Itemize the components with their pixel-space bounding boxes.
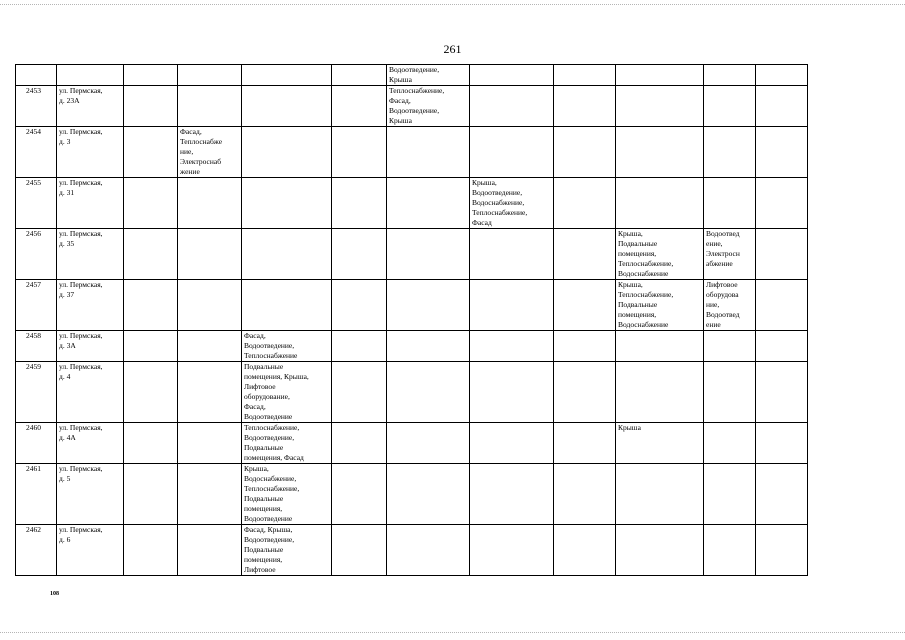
table-cell — [387, 331, 470, 362]
table-cell — [178, 178, 242, 229]
table-cell — [332, 229, 387, 280]
table-cell — [387, 229, 470, 280]
table-cell — [616, 525, 704, 576]
table-cell — [178, 86, 242, 127]
table-cell — [616, 464, 704, 525]
table-row — [16, 178, 808, 229]
table-cell — [554, 525, 616, 576]
table-cell — [704, 65, 756, 86]
table-cell — [470, 362, 554, 423]
address-cell: ул. Пермская, д. 31 — [57, 178, 124, 229]
table-cell — [332, 65, 387, 86]
table-cell — [178, 331, 242, 362]
repair-schedule-table — [15, 64, 808, 576]
table-cell — [124, 331, 178, 362]
table-cell — [554, 280, 616, 331]
address-cell: ул. Пермская, д. 6 — [57, 525, 124, 576]
row-number-cell: 2456 — [16, 229, 57, 280]
table-cell — [470, 525, 554, 576]
table-cell — [704, 178, 756, 229]
table-cell — [242, 127, 332, 178]
table-cell: Водоотвед ение, Электросн абжение — [704, 229, 756, 280]
table-cell — [178, 65, 242, 86]
row-number-cell: 2459 — [16, 362, 57, 423]
table-cell — [704, 423, 756, 464]
table-row — [16, 127, 808, 178]
table-cell — [554, 362, 616, 423]
table-cell — [470, 86, 554, 127]
page-number: 261 — [443, 42, 462, 56]
table-cell — [554, 127, 616, 178]
table-cell — [387, 280, 470, 331]
table-cell — [616, 127, 704, 178]
table-cell — [704, 331, 756, 362]
table-cell — [178, 362, 242, 423]
table-cell — [554, 178, 616, 229]
table-cell: Лифтовое оборудова ние, Водоотвед ение — [704, 280, 756, 331]
table-cell — [756, 464, 808, 525]
row-number-cell: 2462 — [16, 525, 57, 576]
table-cell — [387, 362, 470, 423]
table-cell — [124, 464, 178, 525]
table-cell — [124, 178, 178, 229]
table-cell — [124, 525, 178, 576]
table-cell — [470, 464, 554, 525]
table-cell — [242, 65, 332, 86]
address-cell: ул. Пермская, д. 23А — [57, 86, 124, 127]
address-cell: ул. Пермская, д. 37 — [57, 280, 124, 331]
table-cell — [124, 229, 178, 280]
row-number-cell: 2453 — [16, 86, 57, 127]
table-cell — [332, 331, 387, 362]
table-cell — [332, 178, 387, 229]
table-cell — [332, 362, 387, 423]
table-cell — [616, 65, 704, 86]
table-cell — [554, 86, 616, 127]
table-cell — [387, 464, 470, 525]
footer-mark: 108 — [50, 591, 59, 597]
table-cell — [387, 178, 470, 229]
address-cell: ул. Пермская, д. 5 — [57, 464, 124, 525]
table-cell — [242, 280, 332, 331]
address-cell: ул. Пермская, д. 3А — [57, 331, 124, 362]
table-cell — [387, 423, 470, 464]
table-cell — [178, 229, 242, 280]
table-cell — [332, 464, 387, 525]
table-cell: Фасад, Водоотведение, Теплоснабжение — [242, 331, 332, 362]
table-cell — [124, 65, 178, 86]
table-cell — [332, 280, 387, 331]
table-cell: Фасад, Крыша, Водоотведение, Подвальные помещения, Лифтовое — [242, 525, 332, 576]
table-cell — [470, 423, 554, 464]
table-cell — [124, 86, 178, 127]
table-cell — [242, 178, 332, 229]
address-cell: ул. Пермская, д. 3 — [57, 127, 124, 178]
row-number-cell — [16, 65, 57, 86]
table-cell — [178, 280, 242, 331]
table-cell — [242, 86, 332, 127]
table-row — [16, 280, 808, 331]
table-cell — [178, 464, 242, 525]
table-cell — [616, 178, 704, 229]
table-cell — [470, 127, 554, 178]
table-cell — [704, 86, 756, 127]
table-cell — [756, 280, 808, 331]
table-cell — [242, 229, 332, 280]
row-number-cell: 2460 — [16, 423, 57, 464]
table-cell: Крыша — [616, 423, 704, 464]
table-cell — [554, 331, 616, 362]
row-number-cell: 2457 — [16, 280, 57, 331]
table-cell — [470, 229, 554, 280]
table-cell — [756, 178, 808, 229]
table-cell — [756, 362, 808, 423]
table-cell: Крыша, Водоснабжение, Теплоснабжение, Подвальные помещения, Водоотведение — [242, 464, 332, 525]
table-cell — [704, 362, 756, 423]
table-row — [16, 362, 808, 423]
table-cell: Фасад, Теплоснабже ние, Электроснаб жение — [178, 127, 242, 178]
row-number-cell: 2458 — [16, 331, 57, 362]
table-cell — [124, 362, 178, 423]
table-row — [16, 525, 808, 576]
table-cell — [756, 423, 808, 464]
table-cell — [756, 65, 808, 86]
table-row — [16, 65, 808, 86]
table-cell — [178, 525, 242, 576]
table-cell — [332, 86, 387, 127]
table-row — [16, 331, 808, 362]
table-cell: Подвальные помещения, Крыша, Лифтовое оборудование, Фасад, Водоотведение — [242, 362, 332, 423]
top-scan-edge — [0, 4, 905, 6]
table-cell: Крыша, Водоотведение, Водоснабжение, Теплоснабжение, Фасад — [470, 178, 554, 229]
table-cell — [470, 331, 554, 362]
table-cell — [124, 280, 178, 331]
table-cell — [470, 280, 554, 331]
row-number-cell: 2454 — [16, 127, 57, 178]
table-cell — [616, 331, 704, 362]
table-cell — [470, 65, 554, 86]
address-cell: ул. Пермская, д. 4А — [57, 423, 124, 464]
table-cell — [756, 525, 808, 576]
table-cell — [332, 423, 387, 464]
table-cell — [756, 86, 808, 127]
table-cell — [704, 127, 756, 178]
bottom-scan-edge — [0, 632, 905, 634]
table-cell — [704, 464, 756, 525]
table-cell — [387, 127, 470, 178]
table-cell — [756, 331, 808, 362]
table-cell — [554, 65, 616, 86]
table-cell — [756, 127, 808, 178]
table-cell — [554, 464, 616, 525]
table-cell — [616, 362, 704, 423]
table-cell — [387, 525, 470, 576]
table-cell: Крыша, Подвальные помещения, Теплоснабжение, Водоснабжение — [616, 229, 704, 280]
table-row — [16, 423, 808, 464]
table-cell: Водоотведение, Крыша — [387, 65, 470, 86]
table-cell — [332, 525, 387, 576]
address-cell: ул. Пермская, д. 4 — [57, 362, 124, 423]
table-cell — [756, 229, 808, 280]
table-cell — [616, 86, 704, 127]
table-cell — [554, 229, 616, 280]
table-cell: Теплоснабжение, Фасад, Водоотведение, Крыша — [387, 86, 470, 127]
table-cell: Крыша, Теплоснабжение, Подвальные помещения, Водоснабжение — [616, 280, 704, 331]
table-cell — [554, 423, 616, 464]
table-row — [16, 86, 808, 127]
address-cell: ул. Пермская, д. 35 — [57, 229, 124, 280]
table-row — [16, 464, 808, 525]
row-number-cell: 2455 — [16, 178, 57, 229]
address-cell — [57, 65, 124, 86]
table-cell: Теплоснабжение, Водоотведение, Подвальные помещения, Фасад — [242, 423, 332, 464]
table-cell — [124, 127, 178, 178]
table-cell — [332, 127, 387, 178]
table-cell — [704, 525, 756, 576]
table-cell — [178, 423, 242, 464]
table-cell — [124, 423, 178, 464]
table-row — [16, 229, 808, 280]
row-number-cell: 2461 — [16, 464, 57, 525]
